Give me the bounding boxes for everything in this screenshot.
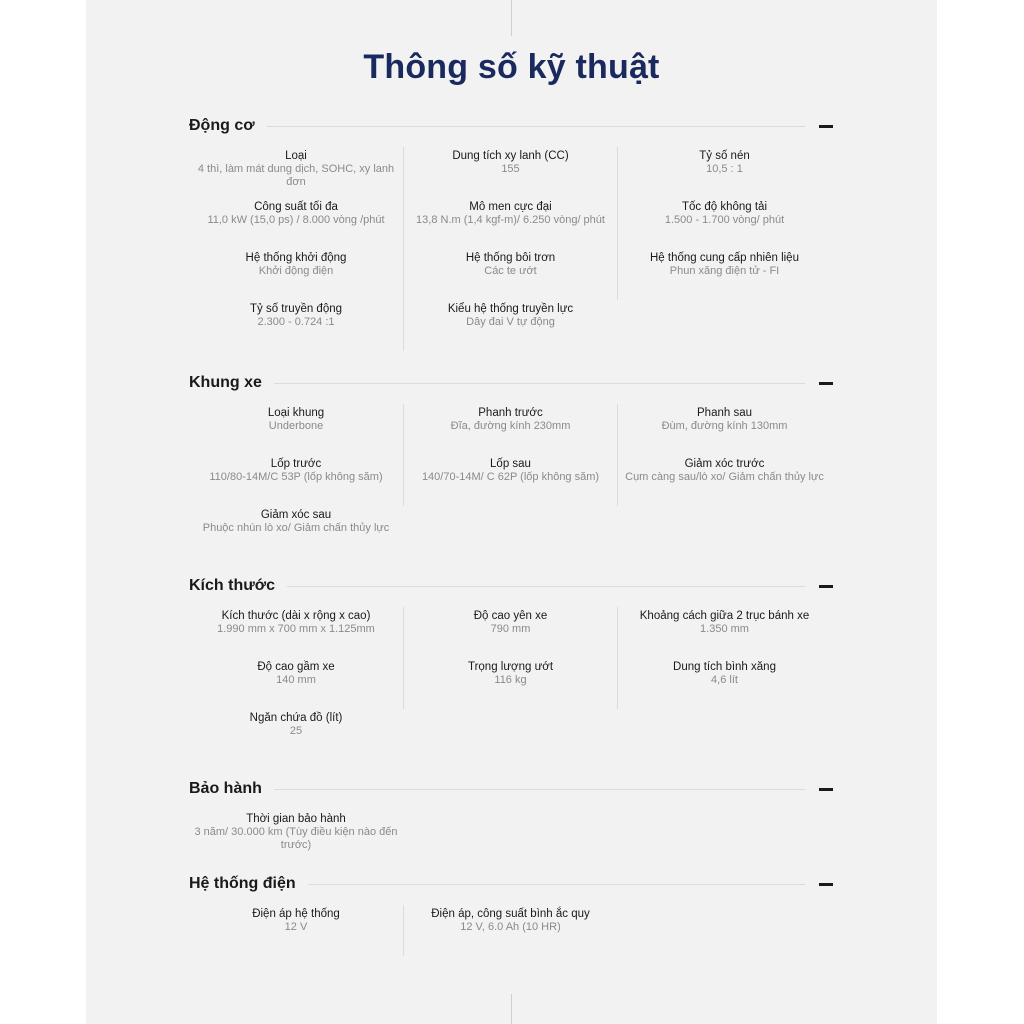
spec-item [189,404,403,455]
spec-item [403,658,617,709]
spec-label: Loại [285,150,307,162]
minus-icon[interactable] [819,585,833,588]
spec-grid [189,810,833,861]
spec-item [617,198,831,249]
spec-value: Phuộc nhún lò xo/ Giảm chấn thủy lực [202,522,390,534]
spec-item [617,404,831,455]
spec-grid [189,404,833,557]
spec-item [617,249,831,300]
spec-label: Hệ thống bôi trơn [465,252,556,264]
section-divider [287,586,805,587]
minus-icon[interactable] [819,883,833,886]
section-divider [274,789,805,790]
section-title: Hệ thống điện [189,875,296,892]
spec-value: 12 V [284,921,308,933]
minus-icon[interactable] [819,382,833,385]
spec-label: Hệ thống khởi động [245,252,347,264]
spec-item [403,404,617,455]
spec-item [617,147,831,198]
spec-value: 1.990 mm x 700 mm x 1.125mm [217,623,375,635]
spec-value: 116 kg [494,674,527,686]
spec-item [189,607,403,658]
spec-label: Mô men cực đại [469,201,552,213]
spec-grid [189,147,833,351]
minus-icon[interactable] [819,125,833,128]
spec-item [403,300,617,351]
spec-item [403,607,617,658]
spec-value: 155 [501,163,520,175]
section-frame [189,371,833,557]
spec-label: Tỷ số truyền động [249,303,343,315]
spec-value: Đùm, đường kính 130mm [661,420,788,432]
spec-value: Khởi động điện [258,265,334,277]
spec-label: Kích thước (dài x rộng x cao) [221,610,371,622]
bottom-divider [511,994,512,1024]
spec-value: 110/80-14M/C 53P (lốp không săm) [209,471,383,483]
spec-value: Phun xăng điện tử - FI [669,265,780,277]
spec-item [189,198,403,249]
section-dimensions [189,574,833,760]
spec-label: Trọng lượng ướt [467,661,554,673]
section-header[interactable] [189,114,833,138]
spec-label: Thời gian bảo hành [246,813,346,825]
spec-value: Dây đai V tự động [466,316,555,328]
spec-label: Giảm xóc trước [684,458,765,470]
section-engine [189,114,833,351]
spec-value: Underbone [268,420,324,432]
spec-value: 11,0 kW (15,0 ps) / 8.000 vòng /phút [207,214,385,226]
spec-item [617,455,831,506]
spec-item [403,249,617,300]
spec-value: 140 mm [276,674,316,686]
spec-item [189,810,403,861]
spec-label: Tốc độ không tải [681,201,768,213]
section-title: Khung xe [189,374,262,391]
section-warranty [189,777,833,861]
section-header[interactable] [189,371,833,395]
spec-item [189,147,403,198]
spec-label: Độ cao gầm xe [257,661,335,673]
spec-value: 1.350 mm [700,623,749,635]
section-header[interactable] [189,574,833,598]
spec-item [617,658,831,709]
spec-grid [189,607,833,760]
spec-grid [189,905,833,956]
spec-value: 140/70-14M/ C 62P (lốp không săm) [421,471,600,483]
spec-label: Phanh trước [478,407,543,419]
spec-label: Khoảng cách giữa 2 trục bánh xe [639,610,810,622]
spec-item [189,300,403,351]
top-divider [511,0,512,36]
section-header[interactable] [189,777,833,801]
section-electrical [189,872,833,956]
spec-label: Dung tích xy lanh (CC) [452,150,569,162]
section-divider [308,884,805,885]
spec-value: 3 năm/ 30.000 km (Tùy điều kiện nào đến trước) [194,826,398,851]
spec-label: Giảm xóc sau [260,509,332,521]
spec-item [189,658,403,709]
spec-label: Công suất tối đa [254,201,338,213]
spec-item [189,506,403,557]
spec-value: Đĩa, đường kính 230mm [450,420,571,432]
spec-item [189,905,403,956]
spec-label: Điện áp hệ thống [252,908,340,920]
spec-value: 25 [289,725,303,737]
section-title: Bảo hành [189,780,262,797]
spec-label: Dung tích bình xăng [673,661,776,673]
section-divider [274,383,805,384]
section-header[interactable] [189,872,833,896]
section-title: Kích thước [189,577,276,594]
spec-value: 12 V, 6.0 Ah (10 HR) [460,921,561,933]
spec-value: 10,5 : 1 [706,163,743,175]
page-title: Thông số kỹ thuật [363,48,660,86]
minus-icon[interactable] [819,788,833,791]
spec-item [189,249,403,300]
spec-value: 4,6 lít [711,674,738,686]
spec-label: Phanh sau [697,407,752,419]
spec-label: Loại khung [267,407,325,419]
spec-label: Hệ thống cung cấp nhiên liệu [650,252,799,264]
spec-label: Lốp trước [270,458,322,470]
spec-item [403,905,617,956]
spec-value: 4 thì, làm mát dung dịch, SOHC, xy lanh đơn [197,163,395,188]
spec-label: Điện áp, công suất bình ắc quy [431,908,590,920]
spec-value: Các te ướt [484,265,537,277]
spec-label: Lốp sau [490,458,531,470]
section-title: Động cơ [189,117,255,134]
spec-item [617,607,831,658]
section-divider [267,126,805,127]
spec-page [86,0,937,1024]
spec-item [189,709,403,760]
spec-item [403,147,617,198]
spec-label: Kiểu hệ thống truyền lực [447,303,574,315]
spec-item [189,455,403,506]
spec-value: 1.500 - 1.700 vòng/ phút [664,214,785,226]
spec-label: Độ cao yên xe [473,610,548,622]
spec-value: 13,8 N.m (1,4 kgf-m)/ 6.250 vòng/ phút [416,214,605,226]
spec-label: Ngăn chứa đồ (lít) [249,712,343,724]
spec-value: 790 mm [490,623,531,635]
spec-value: 2.300 - 0.724 :1 [257,316,335,328]
spec-value: Cụm càng sau/lò xo/ Giảm chấn thủy lực [625,471,824,483]
spec-item [403,198,617,249]
spec-label: Tỷ số nén [699,150,750,162]
spec-item [403,455,617,506]
